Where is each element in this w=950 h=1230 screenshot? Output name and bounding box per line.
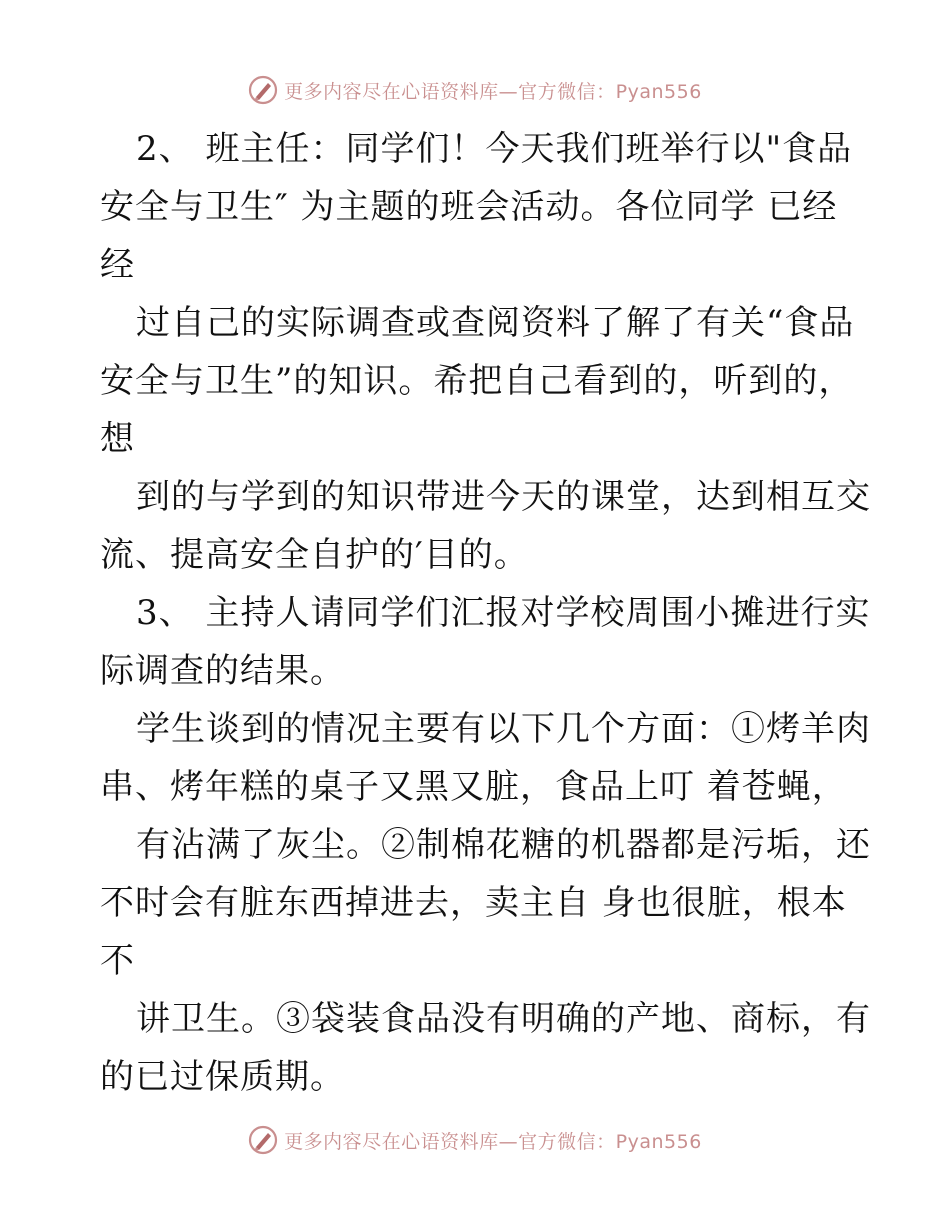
text-line: 安全与卫生″ 为主题的班会活动。各位同学 已经 (100, 187, 838, 227)
text-line: 有沾满了灰尘。②制棉花糖的机器都是污垢，还 (136, 825, 871, 865)
text-line: 际调查的结果。 (100, 651, 345, 691)
text-line: 流、提高安全自护的′目的。 (100, 535, 529, 575)
text-line: 到的与学到的知识带进今天的课堂，达到相互交 (136, 477, 871, 517)
document-body (100, 120, 871, 1106)
text-line: 学生谈到的情况主要有以下几个方面：①烤羊肉 (136, 709, 871, 749)
header-watermark-text: 更多内容尽在心语资料库—官方微信：Pyan556 (284, 80, 702, 103)
text-line: 过自己的实际调查或查阅资料了解了有关“食品 (136, 303, 855, 343)
header-watermark-banner (0, 70, 950, 110)
text-line: 讲卫生。③袋装食品没有明确的产地、商标，有 (136, 999, 871, 1039)
text-line: 不时会有脏东西掉进去，卖主自 身也很脏，根本 (100, 883, 847, 923)
pen-logo-icon (248, 75, 278, 105)
text-line: 安全与卫生”的知识。希把自己看到的，听到的， (100, 361, 854, 401)
text-line: 不 (100, 941, 135, 981)
text-line: 的已过保质期。 (100, 1057, 345, 1097)
text-line: 2、 班主任：同学们！今天我们班举行以"食品 (136, 129, 853, 169)
text-line: 串、烤年糕的桌子又黑又脏，食品上叮 着苍蝇， (100, 767, 847, 807)
text-line: 经 (100, 245, 135, 285)
text-line: 3、 主持人请同学们汇报对学校周围小摊进行实 (136, 593, 871, 633)
pen-logo-icon (248, 1125, 278, 1155)
footer-watermark-text: 更多内容尽在心语资料库—官方微信：Pyan556 (284, 1130, 702, 1153)
footer-watermark-banner (0, 1120, 950, 1160)
text-line: 想 (100, 419, 135, 459)
